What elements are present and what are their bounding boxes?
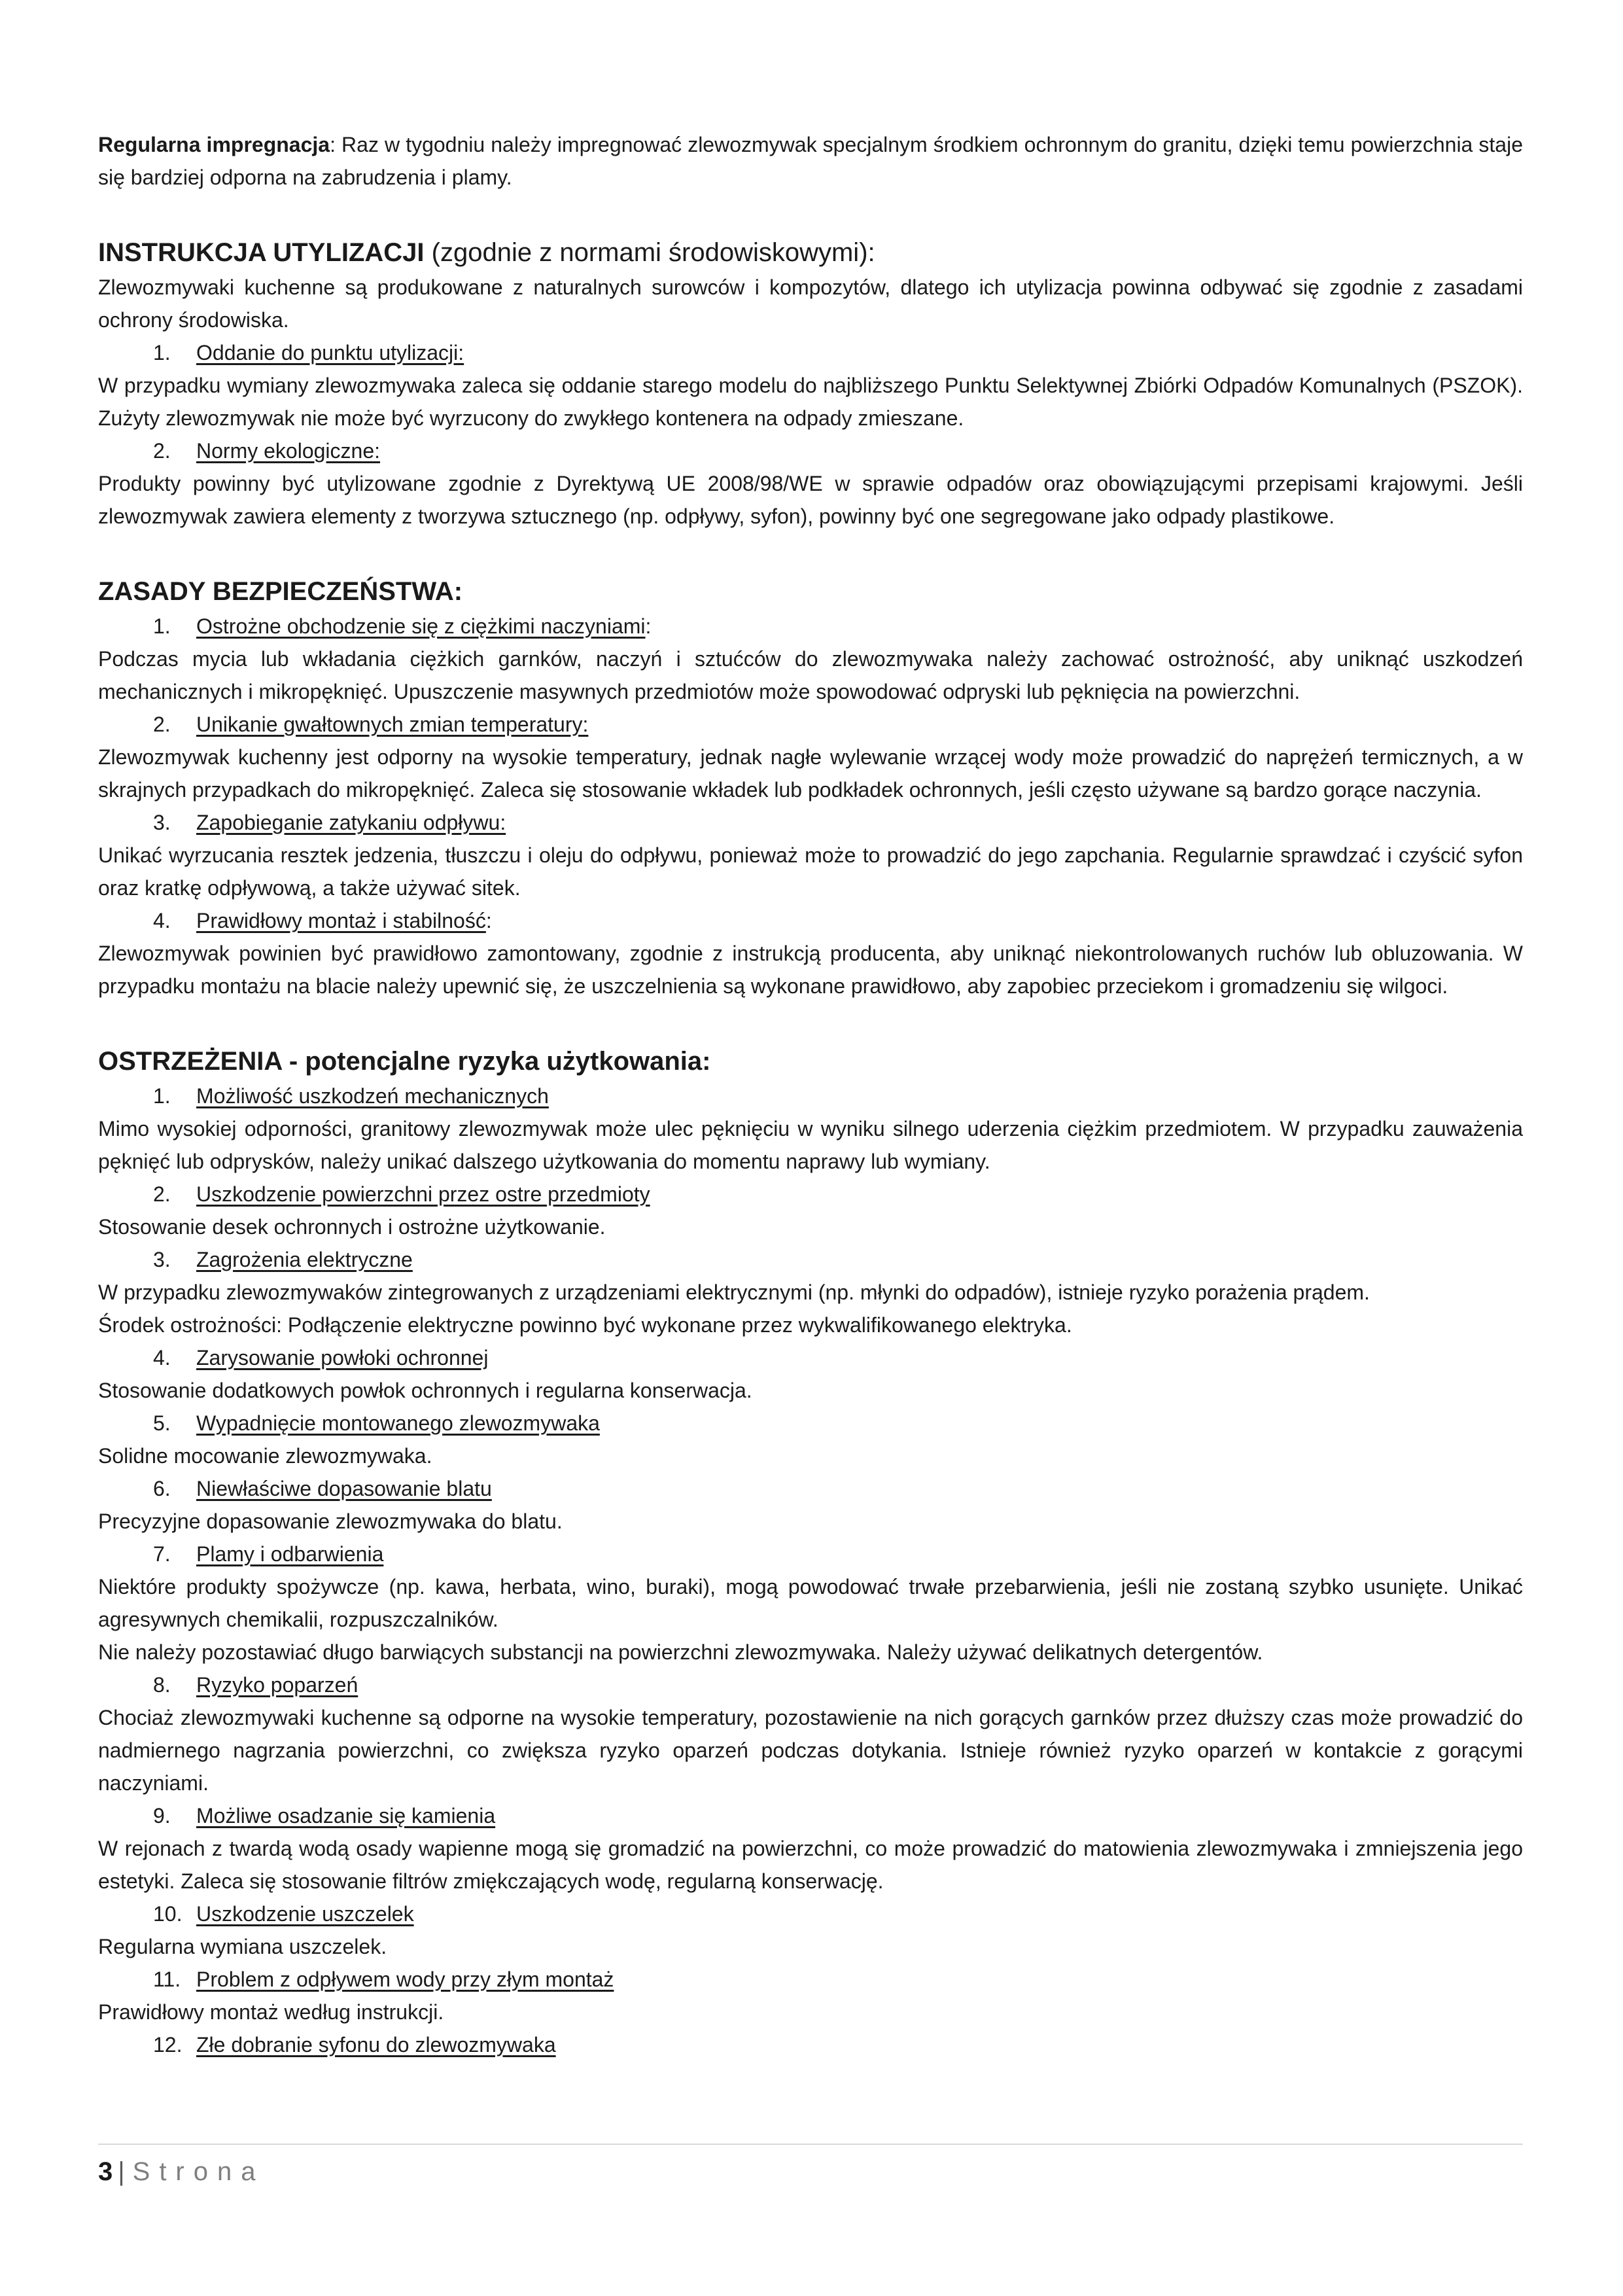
list-item-number: 12. — [153, 2033, 183, 2057]
list-item-number: 4. — [153, 1346, 171, 1369]
list-item-heading: Normy ekologiczne: — [196, 439, 380, 463]
list-item-title — [98, 1669, 1523, 1701]
list-item-text: Solidne mocowanie zlewozmywaka. — [98, 1444, 432, 1468]
page-number: 3 — [98, 2157, 113, 2186]
list-item-number: 8. — [153, 1673, 171, 1697]
list-item-number: 2. — [153, 1182, 171, 1206]
list-item-heading: Uszkodzenie powierzchni przez ostre przedmioty — [196, 1182, 650, 1206]
list-item-text: Produkty powinny być utylizowane zgodnie z Dyrektywą UE 2008/98/WE w sprawie odpadów oraz obowiązującymi przepisami krajowymi. Jeśli zlewozmywak zawiera elementy z tworzywa sztucznego (np. odpływy, syfon), powinny być one segregowane jako odpady plastikowe. — [98, 472, 1523, 528]
section-lead: Zlewozmywaki kuchenne są produkowane z naturalnych surowców i kompozytów, dlatego ich utylizacja powinna odbywać się zgodnie z zasadami ochrony środowiska. — [98, 275, 1523, 332]
list-item-number: 5. — [153, 1411, 171, 1435]
list-item-title — [98, 1898, 1523, 1930]
intro-bold: Regularna impregnacja — [98, 133, 330, 156]
list-item-title — [98, 336, 1523, 369]
list-item-heading: Możliwe osadzanie się kamienia — [196, 1804, 496, 1828]
list-item-heading: Zagrożenia elektryczne — [196, 1248, 413, 1271]
page-footer — [98, 2144, 1523, 2188]
section-heading — [98, 234, 1523, 271]
list-item-text: Stosowanie desek ochronnych i ostrożne użytkowanie. — [98, 1215, 606, 1239]
list-item-heading: Możliwość uszkodzeń mechanicznych — [196, 1084, 549, 1108]
list-item-title — [98, 1178, 1523, 1210]
list-item-heading: Zarysowanie powłoki ochronnej — [196, 1346, 489, 1369]
list-item-heading: Unikanie gwałtownych zmian temperatury: — [196, 713, 589, 736]
list-item-suffix: : — [645, 614, 652, 638]
list-item-number: 10. — [153, 1902, 183, 1926]
document-page — [98, 128, 1523, 2102]
list-item-text: Nie należy pozostawiać długo barwiących substancji na powierzchni zlewozmywaka. Należy używać delikatnych detergentów. — [98, 1640, 1263, 1664]
list-item-number: 9. — [153, 1804, 171, 1828]
list-item-title — [98, 610, 1523, 643]
list-item-number: 7. — [153, 1542, 171, 1566]
list-item-heading: Uszkodzenie uszczelek — [196, 1902, 414, 1926]
list-item-heading: Wypadnięcie montowanego zlewozmywaka — [196, 1411, 600, 1435]
list-item-heading: Plamy i odbarwienia — [196, 1542, 384, 1566]
list-item-title — [98, 1538, 1523, 1570]
list-item-text: Mimo wysokiej odporności, granitowy zlewozmywak może ulec pęknięciu w wyniku silnego uderzenia ciężkim przedmiotem. W przypadku zauważenia pęknięć lub odprysków, należy unikać dalszego użytkowania do momentu naprawy lub wymiany. — [98, 1117, 1523, 1173]
list-item-number: 2. — [153, 713, 171, 736]
list-item-number: 3. — [153, 1248, 171, 1271]
list-item-heading: Problem z odpływem wody przy złym montaż — [196, 1968, 614, 1991]
section-heading-bold: INSTRUKCJA UTYLIZACJI — [98, 238, 425, 267]
section-heading — [98, 1043, 1523, 1080]
section-heading — [98, 573, 1523, 610]
list-item-number: 1. — [153, 1084, 171, 1108]
list-item-title — [98, 904, 1523, 937]
intro-paragraph — [98, 128, 1523, 194]
list-item-heading: Niewłaściwe dopasowanie blatu — [196, 1477, 492, 1500]
list-item-text: Chociaż zlewozmywaki kuchenne są odporne na wysokie temperatury, pozostawienie na nich gorących garnków przez dłuższy czas może prowadzić do nadmiernego nagrzania powierzchni, co zwiększa ryzyko oparzeń podczas dotykania. Istnieje również ryzyko oparzeń w kontakcie z gorącymi naczyniami. — [98, 1706, 1523, 1795]
footer-separator: | — [118, 2157, 125, 2186]
list-item-title — [98, 1243, 1523, 1276]
list-item-text: Prawidłowy montaż według instrukcji. — [98, 2000, 444, 2024]
list-item-heading: Oddanie do punktu utylizacji: — [196, 341, 464, 364]
list-item-text: Niektóre produkty spożywcze (np. kawa, herbata, wino, buraki), mogą powodować trwałe przebarwienia, jeśli nie zostaną szybko usunięte. Unikać agresywnych chemikalii, rozpuszczalników. — [98, 1575, 1523, 1631]
list-item-title — [98, 1799, 1523, 1832]
list-item-title — [98, 2028, 1523, 2061]
list-item-suffix: : — [485, 909, 492, 932]
section — [98, 573, 1523, 1002]
list-item-number: 2. — [153, 439, 171, 463]
list-item-number: 6. — [153, 1477, 171, 1500]
list-item-heading: Ryzyko poparzeń — [196, 1673, 358, 1697]
list-item-heading: Prawidłowy montaż i stabilność — [196, 909, 486, 932]
list-item-text: Zlewozmywak kuchenny jest odporny na wysokie temperatury, jednak nagłe wylewanie wrzącej wody może prowadzić do naprężeń termicznych, a w skrajnych przypadkach do mikropęknięć. Zaleca się stosowanie wkładek lub podkładek ochronnych, jeśli często używane są bardzo gorące naczynia. — [98, 745, 1523, 802]
list-item-text: Stosowanie dodatkowych powłok ochronnych i regularna konserwacja. — [98, 1379, 752, 1402]
sections-container — [98, 234, 1523, 2061]
list-item-title — [98, 1407, 1523, 1439]
list-item-text: Regularna wymiana uszczelek. — [98, 1935, 387, 1958]
section — [98, 234, 1523, 533]
section-heading-note: (zgodnie z normami środowiskowymi): — [424, 238, 875, 267]
list-item-title — [98, 1080, 1523, 1112]
list-item-text: W przypadku zlewozmywaków zintegrowanych z urządzeniami elektrycznymi (np. młynki do odpadów), istnieje ryzyko porażenia prądem. — [98, 1280, 1370, 1304]
list-item-heading: Ostrożne obchodzenie się z ciężkimi naczyniami — [196, 614, 646, 638]
list-item-text: Środek ostrożności: Podłączenie elektryczne powinno być wykonane przez wykwalifikowanego elektryka. — [98, 1313, 1072, 1337]
list-item-title — [98, 708, 1523, 741]
list-item-number: 4. — [153, 909, 171, 932]
list-item-number: 3. — [153, 811, 171, 834]
list-item-text: Zlewozmywak powinien być prawidłowo zamontowany, zgodnie z instrukcją producenta, aby uniknąć niekontrolowanych ruchów lub obluzowania. W przypadku montażu na blacie należy upewnić się, że uszczelnienia są wykonane prawidłowo, aby zapobiec przeciekom i gromadzeniu się wilgoci. — [98, 942, 1523, 998]
section — [98, 1043, 1523, 2061]
section-heading-bold: ZASADY BEZPIECZEŃSTWA: — [98, 577, 463, 606]
intro-text: : Raz w tygodniu należy impregnować zlewozmywak specjalnym środkiem ochronnym do granitu, dzięki temu powierzchnia staje się bardziej odporna na zabrudzenia i plamy. — [98, 133, 1524, 189]
list-item-number: 11. — [153, 1968, 181, 1991]
section-heading-bold: OSTRZEŻENIA - potencjalne ryzyka użytkowania: — [98, 1047, 711, 1076]
list-item-heading: Złe dobranie syfonu do zlewozmywaka — [196, 2033, 556, 2057]
list-item-number: 1. — [153, 614, 171, 638]
list-item-title — [98, 1963, 1523, 1996]
list-item-text: W rejonach z twardą wodą osady wapienne mogą się gromadzić na powierzchni, co może prowadzić do matowienia zlewozmywaka i zmniejszenia jego estetyki. Zaleca się stosowanie filtrów zmiękczających wodę, regularną konserwację. — [98, 1837, 1523, 1893]
list-item-text: Precyzyjne dopasowanie zlewozmywaka do blatu. — [98, 1510, 563, 1533]
list-item-title — [98, 1472, 1523, 1505]
list-item-text: Podczas mycia lub wkładania ciężkich garnków, naczyń i sztućców do zlewozmywaka należy zachować ostrożność, aby uniknąć uszkodzeń mechanicznych i mikropęknięć. Upuszczenie masywnych przedmiotów może spowodować odpryski lub pęknięcia na powierzchni. — [98, 647, 1523, 703]
list-item-title — [98, 434, 1523, 467]
list-item-title — [98, 1341, 1523, 1374]
list-item-text: W przypadku wymiany zlewozmywaka zaleca się oddanie starego modelu do najbliższego Punktu Selektywnej Zbiórki Odpadów Komunalnych (PSZOK). Zużyty zlewozmywak nie może być wyrzucony do zwykłego kontenera na odpady zmieszane. — [98, 374, 1523, 430]
list-item-title — [98, 806, 1523, 839]
page-label: Strona — [132, 2157, 265, 2186]
list-item-text: Unikać wyrzucania resztek jedzenia, tłuszczu i oleju do odpływu, ponieważ może to prowadzić do jego zapchania. Regularnie sprawdzać i czyścić syfon oraz kratkę odpływową, a także używać sitek. — [98, 843, 1523, 900]
list-item-number: 1. — [153, 341, 171, 364]
list-item-heading: Zapobieganie zatykaniu odpływu: — [196, 811, 506, 834]
